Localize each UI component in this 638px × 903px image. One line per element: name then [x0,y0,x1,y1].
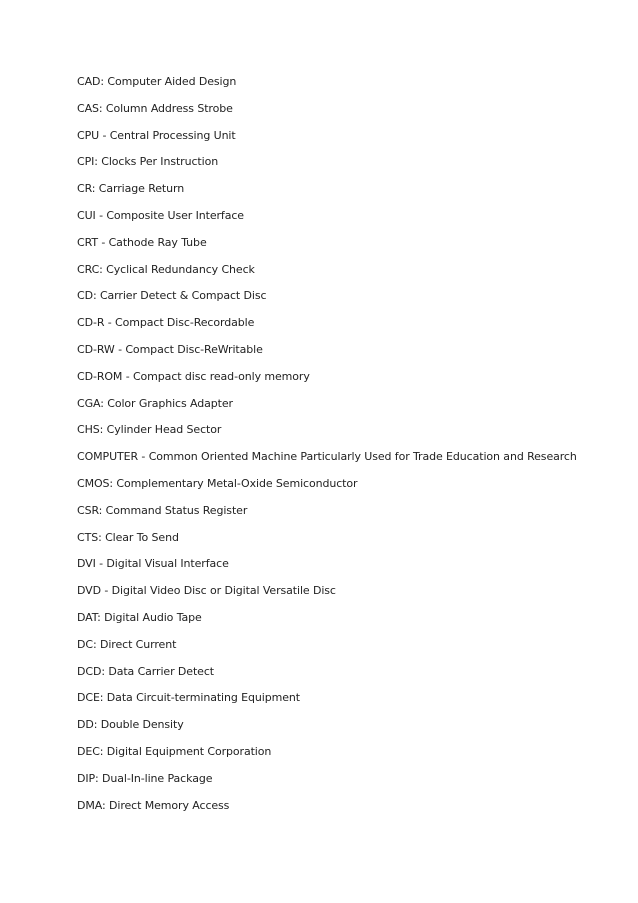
acronym-entry: CRT - Cathode Ray Tube [77,235,207,249]
acronym-entry: CR: Carriage Return [77,182,185,196]
acronym-entry: CPU - Central Processing Unit [77,128,236,142]
acronym-entry: DCE: Data Circuit-terminating Equipment [77,691,300,705]
acronym-entry: CPI: Clocks Per Instruction [77,155,219,169]
acronym-entry: CAS: Column Address Strobe [77,101,233,115]
acronym-entry: CTS: Clear To Send [77,530,179,544]
acronym-entry: CSR: Command Status Register [77,503,248,517]
acronym-entry: DEC: Digital Equipment Corporation [77,744,272,758]
acronym-entry: DVD - Digital Video Disc or Digital Versatile Disc [77,584,336,598]
acronym-entry: CMOS: Complementary Metal-Oxide Semiconductor [77,476,358,490]
acronym-entry: CD-ROM - Compact disc read-only memory [77,369,310,383]
acronym-entry: CD: Carrier Detect & Compact Disc [77,289,267,303]
acronym-entry: CHS: Cylinder Head Sector [77,423,222,437]
acronym-entry: DMA: Direct Memory Access [77,798,230,812]
acronym-entry: COMPUTER - Common Oriented Machine Particularly Used for Trade Education and Research [77,450,577,464]
acronym-entry: CD-RW - Compact Disc-ReWritable [77,342,263,356]
acronym-entry: DC: Direct Current [77,637,177,651]
acronym-list [77,75,617,825]
acronym-entry: DCD: Data Carrier Detect [77,664,214,678]
acronym-entry: DD: Double Density [77,718,184,732]
acronym-entry: CGA: Color Graphics Adapter [77,396,233,410]
acronym-entry: DAT: Digital Audio Tape [77,610,202,624]
acronym-entry: DVI - Digital Visual Interface [77,557,229,571]
acronym-entry: CAD: Computer Aided Design [77,75,237,88]
acronym-entry: CRC: Cyclical Redundancy Check [77,262,255,276]
acronym-entry: CD-R - Compact Disc-Recordable [77,316,255,330]
acronym-entry: DIP: Dual-In-line Package [77,771,213,785]
acronym-entry: CUI - Composite User Interface [77,208,244,222]
